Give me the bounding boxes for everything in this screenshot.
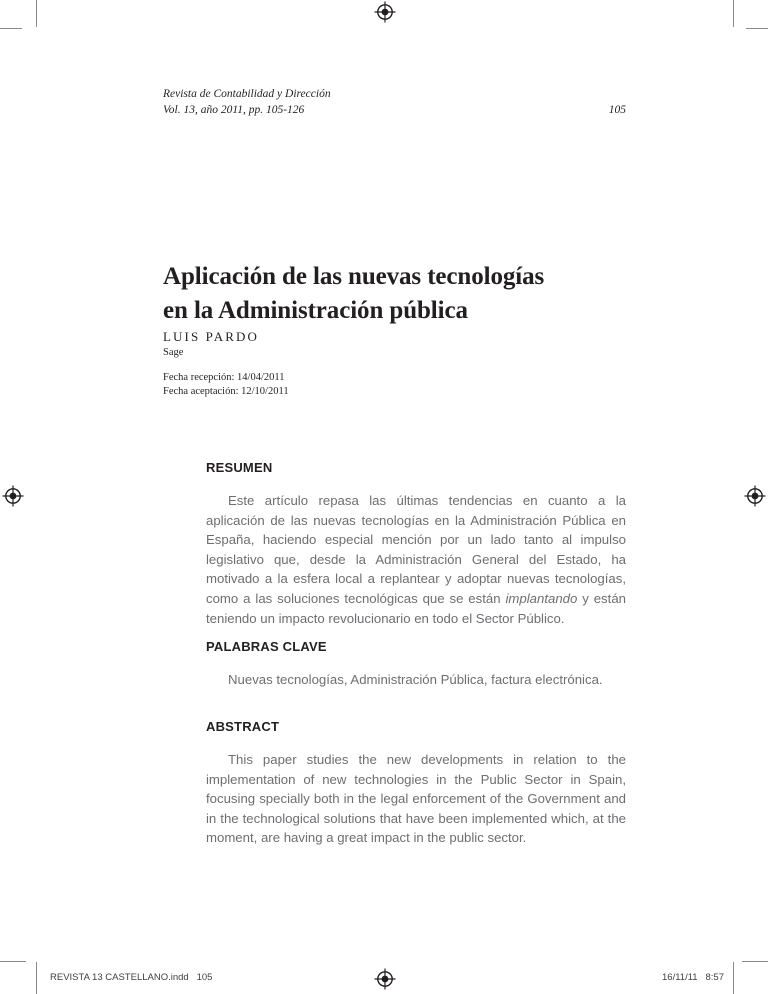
journal-volume-line: Vol. 13, año 2011, pp. 105-126 [163,104,305,116]
article-title-line-2: en la Administración pública [163,296,468,324]
abstract-heading: ABSTRACT [206,719,280,734]
section-resumen [206,460,626,628]
resumen-body-part1: Este artículo repasa las últimas tendencias en cuanto a la aplicación de las nuevas tecnologías en la Administración Pública en España, haciendo especial mención por un lado tanto al impulso legislativo que, desde la Administración General del Estado, ha motivado a la esfera local a replantear y adoptar nuevas tecnologías, como a las soluciones tecnológicas que se están [206,493,626,606]
resumen-body-part2: y están teniendo un impacto revolucionario en todo el Sector Público. [206,590,626,626]
footer-timestamp: 16/11/11 8:57 [662,972,724,983]
author-affiliation: Sage [163,347,184,358]
abstract-body: This paper studies the new developments in relation to the implementation of new technologies in the Public Sector in Spain, focusing specially both in the legal enforcement of the Government and in the technological solutions that have been implemented which, at the moment, are having a great impact in the public sector. [206,752,626,846]
journal-name: Revista de Contabilidad y Dirección [163,88,331,100]
footer-file-label: REVISTA 13 CASTELLANO.indd 105 [50,972,213,983]
resumen-heading: RESUMEN [206,460,273,475]
date-received: Fecha recepción: 14/04/2011 [163,372,285,383]
page-number: 105 [608,104,626,116]
section-palabras-clave [206,639,626,690]
author-name: LUIS PARDO [163,329,260,344]
submission-dates [163,371,289,398]
section-abstract [206,719,626,848]
palabras-clave-body: Nuevas tecnologías, Administración Pública, factura electrónica. [228,672,603,687]
article-title [163,260,633,328]
article-title-line-1: Aplicación de las nuevas tecnologías [163,262,545,290]
resumen-body-emphasis: implantando [505,590,578,606]
journal-header [163,86,626,118]
resumen-body [206,491,626,628]
palabras-clave-heading: PALABRAS CLAVE [206,639,327,654]
date-accepted: Fecha aceptación: 12/10/2011 [163,385,289,397]
